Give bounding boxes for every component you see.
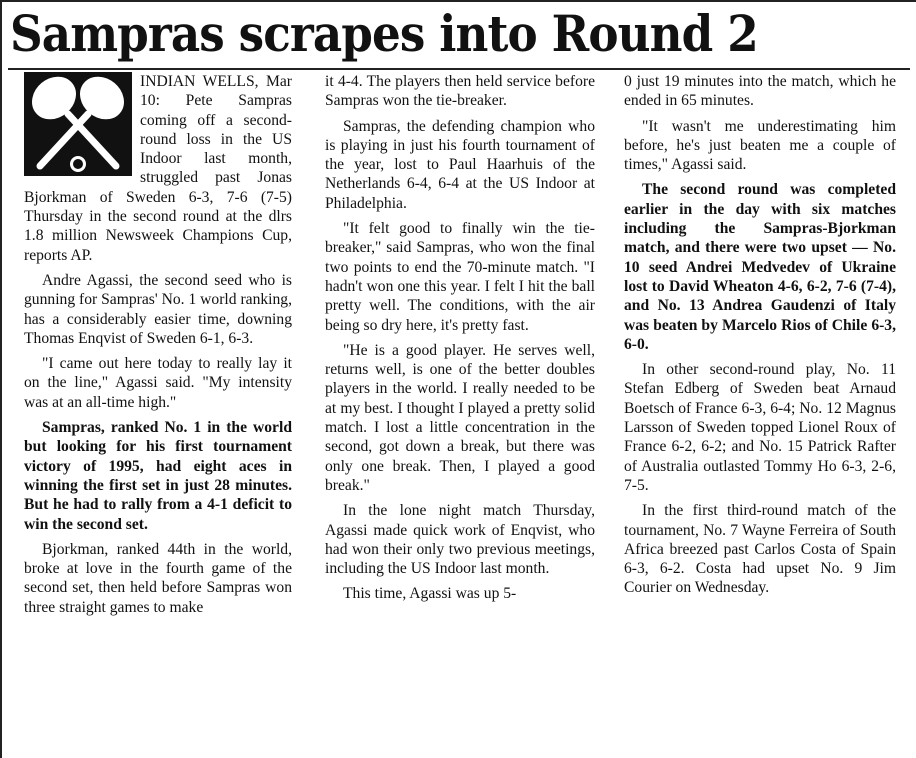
column-3 [624,72,896,598]
paragraph: This time, Agassi was up 5- [343,585,517,603]
paragraph: "It wasn't me underestimating him before, he's just beaten me a couple of times," Agassi said. [624,117,896,174]
paragraph: it 4-4. The players then held service before Sampras won the tie-breaker. [325,73,595,110]
paragraph: In the lone night match Thursday, Agassi made quick work of Enqvist, who had won their only two previous meetings, including the US Indoor last month. [325,502,595,578]
paragraph: Sampras, the defending champion who is playing in just his fourth tournament of the year, lost to Paul Haarhuis of the Netherlands 6-4, 6-4 at the US Indoor at Philadelphia. [325,117,595,212]
headline-rule [8,68,910,70]
headline: Sampras scrapes into Round 2 [10,4,758,63]
paragraph: In other second-round play, No. 11 Stefan Edberg of Sweden beat Arnaud Boetsch of France 6-3, 6-4; No. 12 Magnus Larsson of Sweden topped Lionel Roux of France 6-2, 6-2; and No. 15 Patrick Rafter of Australia outlasted Tommy Ho 6-3, 2-6, 7-5. [624,361,896,494]
crossed-tennis-rackets-icon [24,72,132,176]
paragraph: "He is a good player. He serves well, returns well, is one of the better doubles players in the world. I really needed to be at my best. I thought I played a pretty solid match. I lost a little concentration in the second, got down a break, but there was only one break. Then, I played a good break." [325,341,595,494]
paragraph: "I came out here today to really lay it on the line," Agassi said. "My intensity was at an all-time high." [24,355,292,411]
paragraph-lead: INDIAN WELLS, Mar 10: Pete Sampras coming off a second-round loss in the US Indoor last month, struggled past Jonas Bjorkman of Sweden 6-3, 7-6 (7-5) Thursday in the second round at the dlrs 1.8 million Newsweek Champions Cup, reports AP. [24,73,292,264]
paragraph: "It felt good to finally win the tie-breaker," said Sampras, who won the final two points to end the 70-minute match. "I hadn't won one this year. I felt I hit the ball pretty well. The conditions, with the air being so dry here, it's pretty fast. [325,220,595,334]
paragraph: Bjorkman, ranked 44th in the world, broke at love in the fourth game of the second set, then held before Sampras won three straight games to make [24,540,292,616]
paragraph: 0 just 19 minutes into the match, which he ended in 65 minutes. [624,73,896,110]
column-2 [325,72,595,604]
paragraph: Andre Agassi, the second seed who is gunning for Sampras' No. 1 world ranking, has a considerably easier time, downing Thomas Enqvist of Sweden 6-1, 6-3. [24,271,292,347]
paragraph: The second round was completed earlier in the day with six matches including the Sampras-Bjorkman match, and there were two upset — No. 10 seed Andrei Medvedev of Ukraine lost to David Wheaton 4-6, 6-2, 7-6 (7-4), and No. 13 Andrea Gaudenzi of Italy was beaten by Marcelo Rios of Chile 6-3, 6-0. [624,181,896,353]
paragraph: Sampras, ranked No. 1 in the world but looking for his first tournament victory of 1995, had eight aces in winning the first set in just 28 minutes. But he had to rally from a 4-1 deficit to win the second set. [24,419,292,533]
column-1 [24,72,292,617]
paragraph: In the first third-round match of the tournament, No. 7 Wayne Ferreira of South Africa breezed past Carlos Costa of Spain 6-3, 6-2. Costa had upset No. 9 Jim Courier on Wednesday. [624,502,896,597]
